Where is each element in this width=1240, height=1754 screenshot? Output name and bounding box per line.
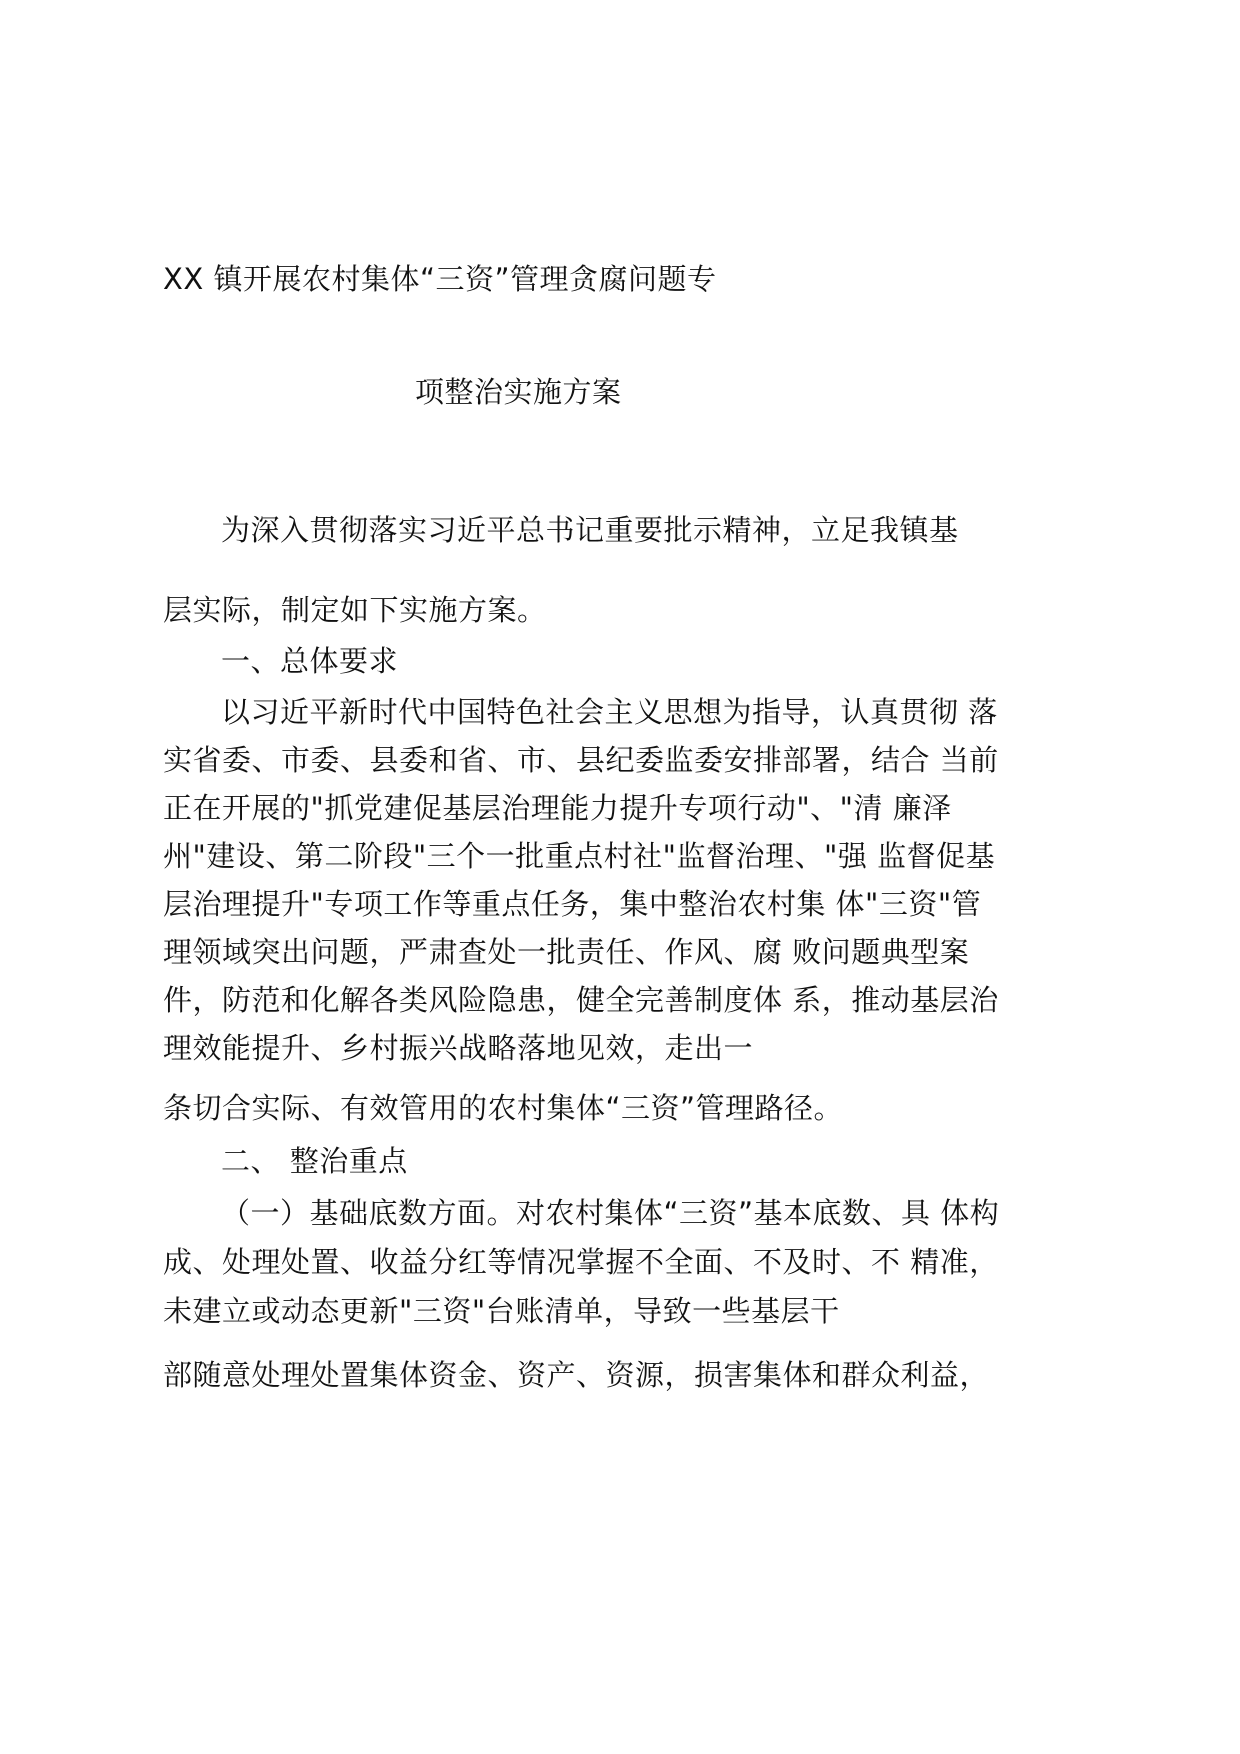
section-1-paragraph-line: 以习近平新时代中国特色社会主义思想为指导，认真贯彻 落 (221, 695, 998, 729)
section-2-paragraph-line: （一）基础底数方面。对农村集体“三资”基本底数、具 体构 (221, 1196, 1000, 1230)
section-1-paragraph-line: 正在开展的"抓党建促基层治理能力提升专项行动"、"清 廉泽 (163, 791, 952, 825)
section-1-paragraph-line: 层治理提升"专项工作等重点任务，集中整治农村集 体"三资"管 (163, 887, 982, 921)
intro-paragraph-line-2: 层实际，制定如下实施方案。 (163, 593, 547, 627)
section-1-heading: 一、总体要求 (221, 644, 399, 678)
section-1-paragraph-line: 州"建设、第二阶段"三个一批重点村社"监督治理、"强 监督促基 (163, 839, 996, 873)
section-1-paragraph-line: 实省委、市委、县委和省、市、县纪委监委安排部署，结合 当前 (163, 743, 999, 777)
document-title-line-1: XX 镇开展农村集体“三资”管理贪腐问题专 (163, 262, 717, 296)
document-title-line-2: 项整治实施方案 (415, 375, 622, 409)
section-1-paragraph-line: 件，防范和化解各类风险隐患，健全完善制度体 系，推动基层治 (163, 983, 999, 1017)
section-1-paragraph-line: 条切合实际、有效管用的农村集体“三资”管理路径。 (163, 1091, 844, 1125)
section-2-paragraph-line: 未建立或动态更新"三资"台账清单，导致一些基层干 (163, 1294, 840, 1328)
section-2-paragraph-line: 成、处理处置、收益分红等情况掌握不全面、不及时、不 精准， (163, 1245, 999, 1279)
section-2-paragraph-line: 部随意处理处置集体资金、资产、资源，损害集体和群众利益， (163, 1358, 990, 1392)
intro-paragraph-line-1: 为深入贯彻落实习近平总书记重要批示精神，立足我镇基 (221, 513, 959, 547)
section-1-paragraph-line: 理效能提升、乡村振兴战略落地见效，走出一 (163, 1031, 754, 1065)
section-1-paragraph-line: 理领域突出问题，严肃查处一批责任、作风、腐 败问题典型案 (163, 935, 970, 969)
section-2-heading: 二、 整治重点 (221, 1144, 408, 1178)
